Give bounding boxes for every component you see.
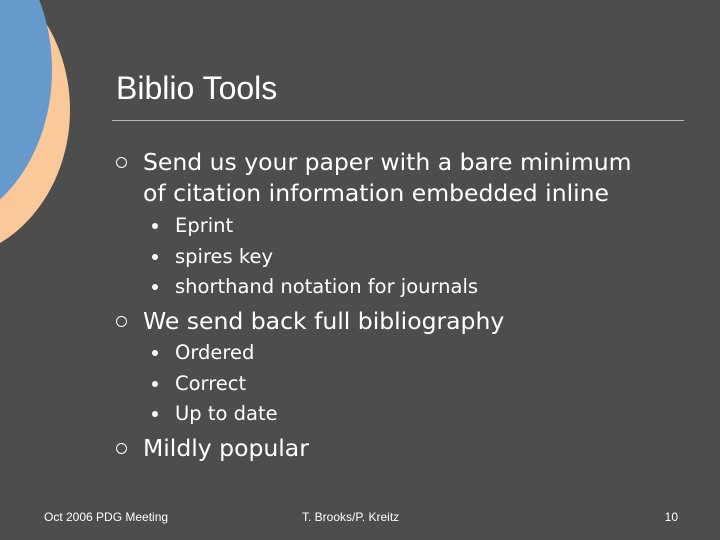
bullet-text-line: We send back full bibliography — [143, 307, 505, 335]
hollow-circle-bullet-icon — [116, 443, 127, 454]
sub-bullet-text: Correct — [175, 372, 247, 395]
sub-bullet-text: shorthand notation for journals — [175, 275, 479, 298]
bullet-text-line: Send us your paper with a bare minimum — [143, 148, 632, 176]
footer-authors: T. Brooks/P. Kreitz — [302, 510, 400, 524]
filled-dot-bullet-icon — [152, 254, 158, 260]
sub-bullet-text: spires key — [175, 245, 274, 268]
hollow-circle-bullet-icon — [116, 157, 127, 168]
title-divider — [112, 120, 684, 121]
filled-dot-bullet-icon — [152, 284, 158, 290]
filled-dot-bullet-icon — [152, 223, 158, 229]
sub-bullet-text: Eprint — [175, 214, 234, 237]
slide-title: Biblio Tools — [116, 70, 278, 106]
filled-dot-bullet-icon — [152, 381, 158, 387]
bullet-text-line: of citation information embedded inline — [143, 179, 610, 207]
bullet-text-line: Mildly popular — [143, 434, 309, 462]
filled-dot-bullet-icon — [152, 411, 158, 417]
filled-dot-bullet-icon — [152, 350, 158, 356]
hollow-circle-bullet-icon — [116, 316, 127, 327]
sub-bullet-text: Ordered — [175, 341, 255, 364]
sub-bullet-text: Up to date — [175, 402, 278, 425]
slide-number: 10 — [664, 510, 678, 524]
footer-event: Oct 2006 PDG Meeting — [44, 510, 169, 524]
